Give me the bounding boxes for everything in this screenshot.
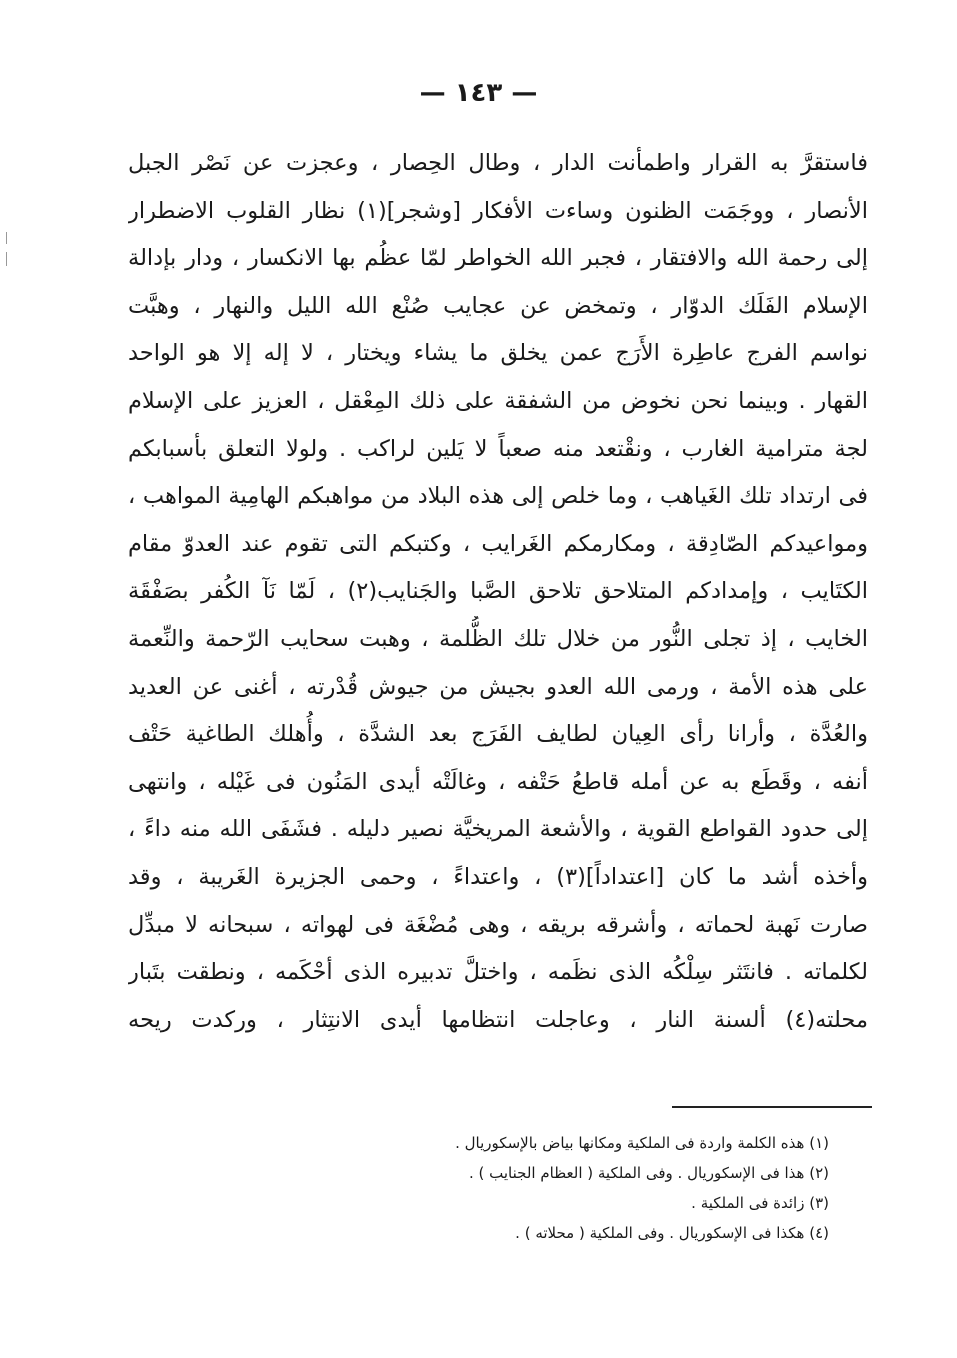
text-line: لكلماته . فانتَثر سِلْكُه الذى نظَمه ، واختلَّ تدبيره الذى أحْكَمه ، ونطقت بتَبار xyxy=(128,959,868,986)
page-number: — ١٤٣ — xyxy=(419,78,538,108)
text-line: ومواعيدكم الصّادِقة ، ومكارمكم الغَرايب ، وكتبكم التى تقوم عند العدوّ مقام xyxy=(128,530,868,557)
margin-mark xyxy=(6,232,7,244)
text-line: صارت نَهبة لحماته ، وأشرقه بريقه ، وهى مُضْغَة فى لهواته ، سبحانه لا مبدِّل xyxy=(128,911,868,938)
footnote: (٢) هذا فى الإسكوريال . وفى الملكية ( العظام الجنايب ) . xyxy=(469,1164,829,1182)
footnote: (٤) هكذا فى الإسكوريال . وفى الملكية ( محلاته ) . xyxy=(515,1224,829,1242)
footnote-separator xyxy=(672,1106,872,1108)
text-line: الخايب ، إذ تجلى النُّور من خلال تلك الظُّلمة ، وهبت سحايب الرّحمة والنِّعمة xyxy=(128,625,868,652)
text-line: والعُدَّة ، وأرانا رأى العِيان لطايف الفَرَج بعد الشدَّة ، وأُهلك الطاغية حَتْف xyxy=(128,721,868,748)
text-line: إلى رحمة الله والافتقار ، فجبر الله الخواطر لمّا عظُم بها الانكسار ، ودار بإدالة xyxy=(128,245,868,272)
footnotes xyxy=(229,1128,829,1248)
text-line: الإسلام الفَلَك الدوّار ، وتمخض عن عجايب صُنْع الله الليل والنهار ، وهبَّت xyxy=(128,292,868,319)
text-line: الكتَايب ، وإمدادكم المتلاحق تلاحق الصَّبا والجَنايب(٢) ، لَمّا نَآ الكُفر بصَفْقَة xyxy=(128,578,868,605)
text-line: أنفه ، وقَطَع به عن أمله قاطعُ حَتْفه ، وغالَتْه أيدى المَنُون فى غَيْله ، وانتهى xyxy=(128,768,868,795)
footnote: (١) هذه الكلمة واردة فى الملكية ومكانها بياض بالإسكوريال . xyxy=(455,1134,829,1152)
text-line: نواسم الفرج عاطِرة الأَرَج عمن يخلق ما يشاء ويختار ، لا إله إلا هو الواحد xyxy=(128,340,868,367)
text-line: لجة مترامية الغارب ، ونقْتعد منه صعباً لا يَلين لراكب . ولولا التعلق بأسبابكم xyxy=(128,435,868,462)
text-line: فى ارتداد تلك الغَياهب ، وما خلص إلى هذه البلاد من مواهبكم الهامِية المواهب ، xyxy=(128,483,868,510)
footnote: (٣) زائدة فى الملكية . xyxy=(691,1194,829,1212)
text-line: وأخذه أشد ما كان [اعتداداً](٣) ، واعتداءً ، وحمى الجزيرة الغَريبة ، وقد xyxy=(128,863,868,890)
main-text xyxy=(128,140,868,1044)
text-line: فاستقرَّ به القرار واطمأنت الدار ، وطال الحِصار ، وعجزت عن نَصْر الجبل xyxy=(128,150,868,176)
text-line: على هذه الأمة ، ورمى الله العدو بجيش من جيوش قُدْرته ، أغنى عن العديد xyxy=(128,673,868,700)
text-line: القهار . وبينما نحن نخوض من الشفقة على ذلك المِعْقل ، العزيز على الإسلام xyxy=(128,387,868,414)
margin-mark xyxy=(6,252,7,266)
text-line: الأنصار ، ووجَمَت الظنون وساءت الأفكار [وشجر](١) نظار القلوب الاضطرار xyxy=(128,197,868,224)
text-line: إلى حدود القواطع القوية ، والأشعة المريخيَّة نصير دليله . فشَفَى الله منه داءً ، xyxy=(128,816,868,843)
text-line: محلته(٤) ألسنة النار ، وعاجلت انتظامها أيدى الانتِثار ، وركدت ريحه xyxy=(128,1006,868,1033)
